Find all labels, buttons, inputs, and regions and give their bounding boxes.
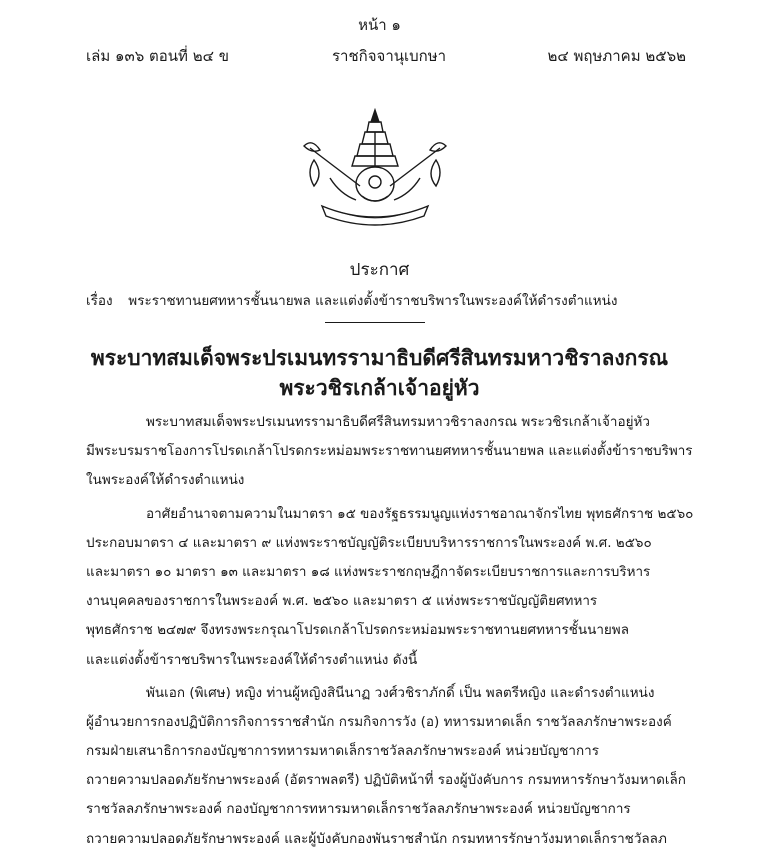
text-line: ถวายความปลอดภัยรักษาพระองค์ (อัตราพลตรี) ปฏิบัติหน้าที่ รองผู้บังคับการ กรมทหารรักษาวังมหาดเล็ก [86, 772, 686, 789]
publication-date: ๒๔ พฤษภาคม ๒๕๖๒ [547, 47, 686, 65]
text-line: อาศัยอำนาจตามความในมาตรา ๑๕ ของรัฐธรรมนูญแห่งราชอาณาจักรไทย พุทธศักราช ๒๕๖๐ [146, 505, 694, 522]
king-name-line-1: พระบาทสมเด็จพระปรเมนทรรามาธิบดีศรีสินทรมหาวชิราลงกรณ [90, 346, 669, 370]
gazette-name: ราชกิจจานุเบกษา [332, 47, 447, 65]
text-line: พันเอก (พิเศษ) หญิง ท่านผู้หญิงสินีนาฏ วงศ์วชิราภักดิ์ เป็น พลตรีหญิง และดำรงตำแหน่ง [146, 684, 655, 701]
king-name-line-2: พระวชิรเกล้าเจ้าอยู่หัว [279, 376, 480, 400]
text-line: ผู้อำนวยการกองปฏิบัติการกิจการราชสำนัก กรมกิจการวัง (อ) ทหารมหาดเล็ก ราชวัลลภรักษาพระองค์ [86, 713, 672, 730]
subject-label: เรื่อง [86, 293, 113, 309]
royal-emblem-icon [300, 108, 450, 228]
text-line: และแต่งตั้งข้าราชบริพารในพระองค์ให้ดำรงตำแหน่ง ดังนี้ [86, 651, 418, 668]
announcement-body [86, 408, 694, 854]
divider [325, 322, 425, 323]
text-line: ราชวัลลภรักษาพระองค์ กองบัญชาการทหารมหาดเล็กราชวัลลภรักษาพระองค์ หน่วยบัญชาการ [86, 801, 631, 818]
text-line: ในพระองค์ให้ดำรงตำแหน่ง [86, 472, 245, 489]
paragraph-legal-basis [86, 500, 694, 675]
text-line: มีพระบรมราชโองการโปรดเกล้าโปรดกระหม่อมพระราชทานยศทหารชั้นนายพล และแต่งตั้งข้าราชบริพาร [86, 443, 693, 460]
announcement-title: ประกาศ [349, 260, 410, 280]
page-number: หน้า ๑ [358, 16, 401, 34]
text-line: ประกอบมาตรา ๔ และมาตรา ๙ แห่งพระราชบัญญัติระเบียบบริหารราชการในพระองค์ พ.ศ. ๒๕๖๐ [86, 534, 652, 551]
text-line: พระบาทสมเด็จพระปรเมนทรรามาธิบดีศรีสินทรมหาวชิราลงกรณ พระวชิรเกล้าเจ้าอยู่หัว [146, 414, 651, 430]
subject-line [86, 289, 686, 311]
text-line: ถวายความปลอดภัยรักษาพระองค์ และผู้บังคับกองพันราชสำนัก กรมทหารรักษาวังมหาดเล็กราชวัลลภ [86, 830, 667, 847]
text-line: พุทธศักราช ๒๔๗๙ จึงทรงพระกรุณาโปรดเกล้าโปรดกระหม่อมพระราชทานยศทหารชั้นนายพล [86, 622, 629, 639]
volume-section: เล่ม ๑๓๖ ตอนที่ ๒๔ ข [86, 47, 229, 65]
gazette-header [86, 44, 686, 68]
paragraph-appointment [86, 679, 686, 854]
text-line: กรมฝ่ายเสนาธิการกองบัญชาการทหารมหาดเล็กราชวัลลภรักษาพระองค์ หน่วยบัญชาการ [86, 743, 599, 760]
text-line: และมาตรา ๑๐ มาตรา ๑๓ และมาตรา ๑๘ แห่งพระราชกฤษฎีกาจัดระเบียบราชการและการบริหาร [86, 563, 651, 580]
text-line: งานบุคคลของราชการในพระองค์ พ.ศ. ๒๕๖๐ และมาตรา ๕ แห่งพระราชบัญญัติยศทหาร [86, 593, 598, 610]
subject-text: พระราชทานยศทหารชั้นนายพล และแต่งตั้งข้าราชบริพารในพระองค์ให้ดำรงตำแหน่ง [128, 293, 618, 309]
paragraph-royal-command [86, 408, 693, 496]
